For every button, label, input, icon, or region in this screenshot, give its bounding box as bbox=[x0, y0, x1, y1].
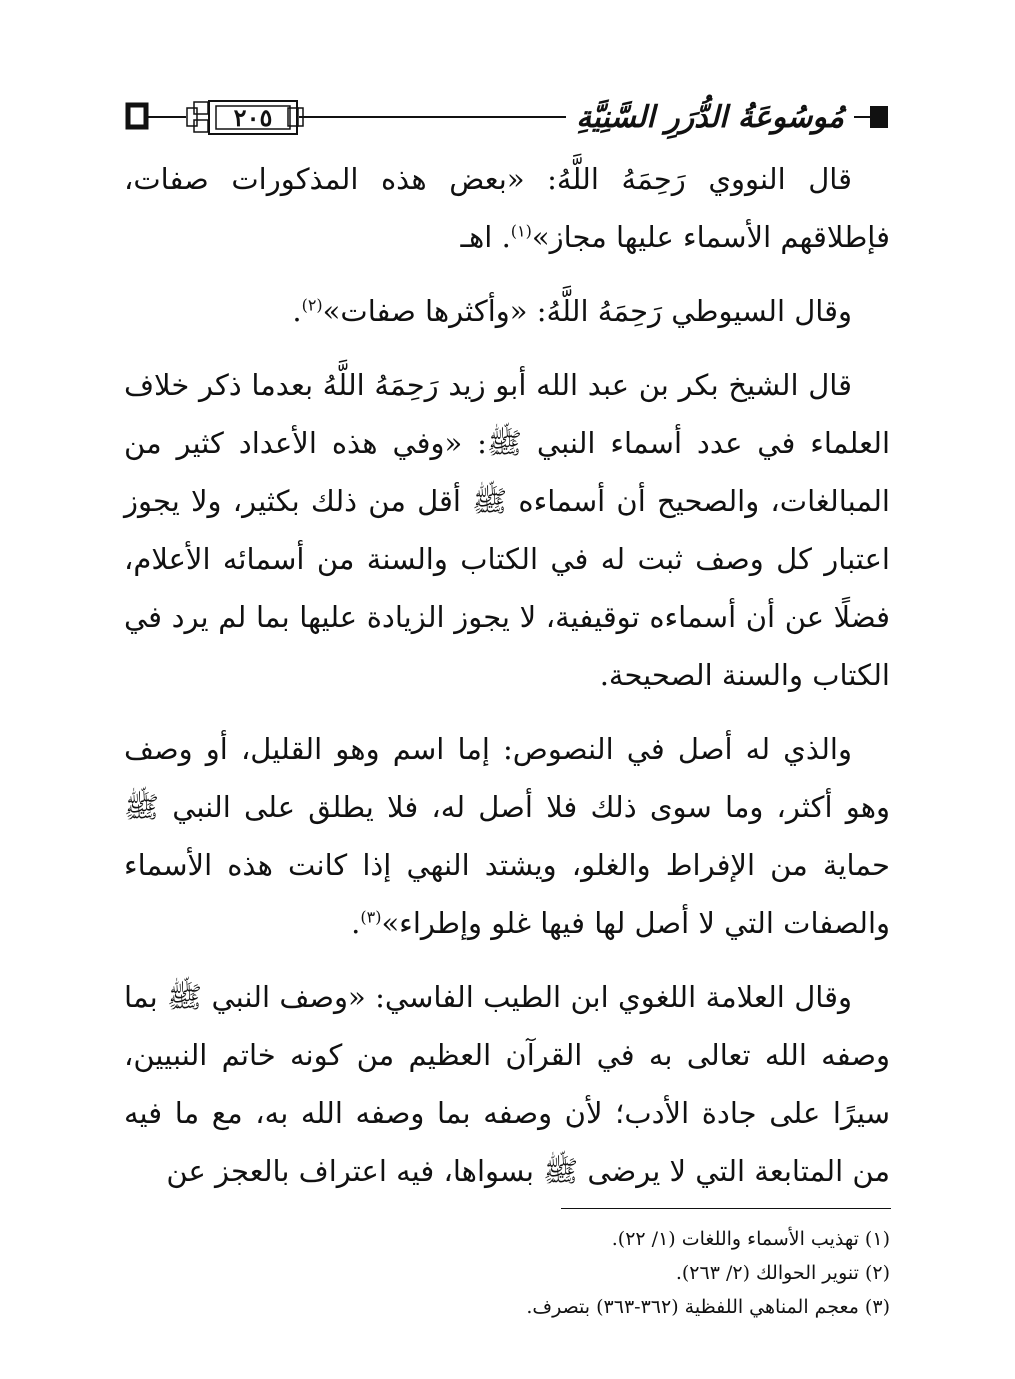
paragraph-2 bbox=[124, 282, 890, 340]
book-title: مُوسُوعَةُ الدُّرَرِ السَّنِيَّةِ bbox=[566, 94, 854, 140]
footnote-separator bbox=[561, 1208, 891, 1209]
footnote-2: (٢) تنوير الحوالك (٢/ ٢٦٣). bbox=[675, 1262, 890, 1284]
paragraph-5 bbox=[124, 968, 890, 1200]
paragraph-tail: . bbox=[292, 294, 302, 328]
paragraph-3 bbox=[124, 356, 890, 704]
footnote-ref[interactable]: (١) bbox=[510, 221, 532, 241]
body-text bbox=[124, 150, 890, 1216]
page-number: ٢٠٥ bbox=[233, 102, 273, 132]
paragraph-text: قال النووي رَحِمَهُ اللَّهُ: «بعض هذه المذكورات صفات، فإطلاقهم الأسماء عليها مجاز» bbox=[124, 162, 890, 254]
footnote-ref[interactable]: (٣) bbox=[360, 907, 382, 927]
paragraph-4 bbox=[124, 720, 890, 952]
paragraph-text: وقال العلامة اللغوي ابن الطيب الفاسي: «وصف النبي ﷺ بما وصفه الله تعالى به في القرآن العظيم من كونه خاتم النبيين، سيرًا على جادة الأدب؛ لأن وصفه بما وصفه الله به، مع ما فيه من المتابعة التي لا يرضى ﷺ بسواها، فيه اعتراف بالعجز عن bbox=[124, 980, 890, 1188]
paragraph-text: وقال السيوطي رَحِمَهُ اللَّهُ: «وأكثرها صفات» bbox=[322, 294, 852, 328]
footnote-3: (٣) معجم المناهي اللفظية (٣٦٢-٣٦٣) بتصرف. bbox=[526, 1296, 890, 1318]
paragraph-tail: . اهـ bbox=[460, 220, 511, 254]
paragraph-tail: . bbox=[351, 906, 361, 940]
paragraph-text: قال الشيخ بكر بن عبد الله أبو زيد رَحِمَهُ اللَّهُ بعدما ذكر خلاف العلماء في عدد أسماء النبي ﷺ: «وفي هذه الأعداد كثير من المبالغات، والصحيح أن أسماءه ﷺ أقل من ذلك بكثير، ولا يجوز اعتبار كل وصف ثبت له في الكتاب والسنة من أسمائه الأعلام، فضلًا عن أن أسماءه توقيفية، لا يجوز الزيادة عليها بما لم يرد في الكتاب والسنة الصحيحة. bbox=[124, 368, 890, 692]
paragraph-1 bbox=[124, 150, 890, 266]
footnote-ref[interactable]: (٢) bbox=[301, 295, 323, 315]
paragraph-text: والذي له أصل في النصوص: إما اسم وهو القليل، أو وصف وهو أكثر، وما سوى ذلك فلا أصل له، فلا يطلق على النبي ﷺ حماية من الإفراط والغلو، ويشتد النهي إذا كانت هذه الأسماء والصفات التي لا أصل لها فيها غلو وإطراء» bbox=[124, 732, 890, 940]
footnotes bbox=[124, 1222, 890, 1324]
page-header bbox=[124, 88, 890, 148]
footnote-1: (١) تهذيب الأسماء واللغات (١/ ٢٢). bbox=[611, 1228, 890, 1250]
